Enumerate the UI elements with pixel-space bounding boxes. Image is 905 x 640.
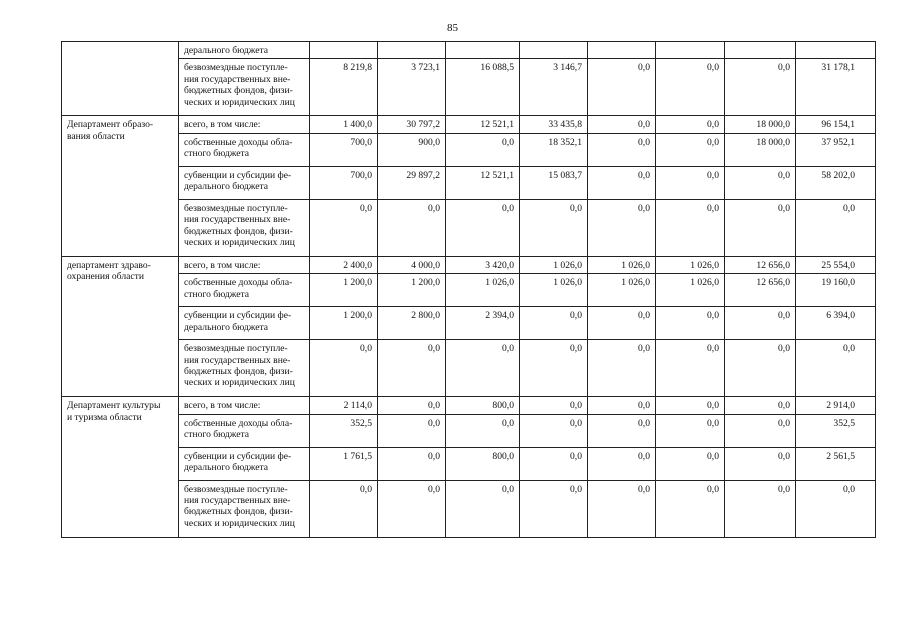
- value-cell: 2 914,0: [796, 397, 876, 414]
- value-cell: 0,0: [378, 340, 446, 397]
- value-cell: 0,0: [656, 166, 725, 199]
- value-cell: 0,0: [520, 340, 588, 397]
- item-cell: дерального бюджета: [179, 42, 310, 59]
- value-cell: 0,0: [796, 199, 876, 256]
- value-cell: 15 083,7: [520, 166, 588, 199]
- value-cell: 3 146,7: [520, 59, 588, 116]
- value-cell: 0,0: [310, 480, 378, 537]
- value-cell: [446, 42, 520, 59]
- value-cell: 0,0: [378, 414, 446, 447]
- value-cell: [310, 42, 378, 59]
- table-row: [62, 116, 876, 133]
- value-cell: 2 561,5: [796, 447, 876, 480]
- value-cell: 19 160,0: [796, 274, 876, 307]
- item-cell: субвенции и субсидии фе- дерального бюджета: [179, 307, 310, 340]
- value-cell: 0,0: [446, 133, 520, 166]
- value-cell: 0,0: [725, 397, 796, 414]
- value-cell: 0,0: [520, 397, 588, 414]
- value-cell: 0,0: [588, 199, 656, 256]
- value-cell: 1 200,0: [378, 274, 446, 307]
- value-cell: 0,0: [520, 414, 588, 447]
- item-cell: собственные доходы обла- стного бюджета: [179, 274, 310, 307]
- value-cell: 800,0: [446, 397, 520, 414]
- value-cell: 0,0: [796, 480, 876, 537]
- table-row: [62, 199, 876, 256]
- value-cell: 0,0: [378, 199, 446, 256]
- value-cell: 0,0: [656, 397, 725, 414]
- value-cell: 0,0: [725, 59, 796, 116]
- value-cell: 0,0: [656, 447, 725, 480]
- value-cell: 0,0: [656, 199, 725, 256]
- value-cell: 12 521,1: [446, 166, 520, 199]
- value-cell: 0,0: [446, 480, 520, 537]
- value-cell: [725, 42, 796, 59]
- value-cell: 2 800,0: [378, 307, 446, 340]
- value-cell: 4 000,0: [378, 256, 446, 273]
- table-row: [62, 256, 876, 273]
- value-cell: [588, 42, 656, 59]
- value-cell: 12 656,0: [725, 274, 796, 307]
- item-cell: безвозмездные поступле- ния государственных вне- бюджетных фондов, физи- ческих и юридических лиц: [179, 59, 310, 116]
- value-cell: 0,0: [656, 340, 725, 397]
- value-cell: 30 797,2: [378, 116, 446, 133]
- value-cell: 18 000,0: [725, 133, 796, 166]
- value-cell: 1 200,0: [310, 307, 378, 340]
- item-cell: субвенции и субсидии фе- дерального бюджета: [179, 447, 310, 480]
- value-cell: 0,0: [725, 447, 796, 480]
- value-cell: 8 219,8: [310, 59, 378, 116]
- value-cell: 1 200,0: [310, 274, 378, 307]
- value-cell: 12 521,1: [446, 116, 520, 133]
- value-cell: 0,0: [446, 414, 520, 447]
- value-cell: 0,0: [378, 397, 446, 414]
- value-cell: 0,0: [725, 307, 796, 340]
- value-cell: 0,0: [310, 199, 378, 256]
- value-cell: 0,0: [796, 340, 876, 397]
- value-cell: 352,5: [796, 414, 876, 447]
- value-cell: 0,0: [725, 199, 796, 256]
- item-cell: всего, в том числе:: [179, 397, 310, 414]
- value-cell: 1 400,0: [310, 116, 378, 133]
- table-row: [62, 274, 876, 307]
- value-cell: 1 026,0: [588, 256, 656, 273]
- value-cell: 0,0: [378, 447, 446, 480]
- table-row: [62, 480, 876, 537]
- table-row: [62, 414, 876, 447]
- value-cell: 3 420,0: [446, 256, 520, 273]
- table-row: [62, 307, 876, 340]
- value-cell: 700,0: [310, 166, 378, 199]
- value-cell: 1 026,0: [656, 256, 725, 273]
- department-cell: Департамент образо- вания области: [62, 116, 179, 256]
- value-cell: 700,0: [310, 133, 378, 166]
- value-cell: 0,0: [520, 307, 588, 340]
- value-cell: 0,0: [656, 307, 725, 340]
- department-cell: департамент здраво- охранения области: [62, 256, 179, 396]
- value-cell: 0,0: [725, 340, 796, 397]
- value-cell: 0,0: [656, 133, 725, 166]
- value-cell: 1 026,0: [588, 274, 656, 307]
- item-cell: собственные доходы обла- стного бюджета: [179, 133, 310, 166]
- value-cell: 0,0: [588, 447, 656, 480]
- value-cell: 0,0: [446, 199, 520, 256]
- value-cell: 1 026,0: [446, 274, 520, 307]
- item-cell: безвозмездные поступле- ния государственных вне- бюджетных фондов, физи- ческих и юридических лиц: [179, 480, 310, 537]
- value-cell: 29 897,2: [378, 166, 446, 199]
- table-row: [62, 397, 876, 414]
- value-cell: 1 761,5: [310, 447, 378, 480]
- value-cell: 37 952,1: [796, 133, 876, 166]
- table-row: [62, 133, 876, 166]
- value-cell: 18 352,1: [520, 133, 588, 166]
- value-cell: 0,0: [656, 414, 725, 447]
- value-cell: 2 114,0: [310, 397, 378, 414]
- value-cell: 352,5: [310, 414, 378, 447]
- table-body: [62, 42, 876, 538]
- value-cell: 2 394,0: [446, 307, 520, 340]
- value-cell: 33 435,8: [520, 116, 588, 133]
- value-cell: 0,0: [520, 480, 588, 537]
- budget-table: [61, 41, 876, 538]
- value-cell: [796, 42, 876, 59]
- value-cell: 0,0: [588, 166, 656, 199]
- value-cell: 25 554,0: [796, 256, 876, 273]
- table-row: [62, 42, 876, 59]
- value-cell: 3 723,1: [378, 59, 446, 116]
- value-cell: 0,0: [446, 340, 520, 397]
- value-cell: 16 088,5: [446, 59, 520, 116]
- department-cell: [62, 42, 179, 116]
- value-cell: 12 656,0: [725, 256, 796, 273]
- value-cell: [378, 42, 446, 59]
- value-cell: 0,0: [588, 307, 656, 340]
- value-cell: 0,0: [725, 166, 796, 199]
- value-cell: 800,0: [446, 447, 520, 480]
- item-cell: безвозмездные поступле- ния государственных вне- бюджетных фондов, физи- ческих и юридических лиц: [179, 340, 310, 397]
- value-cell: [656, 42, 725, 59]
- value-cell: 0,0: [588, 116, 656, 133]
- value-cell: 96 154,1: [796, 116, 876, 133]
- item-cell: всего, в том числе:: [179, 116, 310, 133]
- value-cell: 0,0: [725, 480, 796, 537]
- value-cell: 31 178,1: [796, 59, 876, 116]
- item-cell: безвозмездные поступле- ния государственных вне- бюджетных фондов, физи- ческих и юридических лиц: [179, 199, 310, 256]
- table-row: [62, 447, 876, 480]
- value-cell: 0,0: [310, 340, 378, 397]
- value-cell: 0,0: [588, 397, 656, 414]
- value-cell: 0,0: [520, 447, 588, 480]
- item-cell: собственные доходы обла- стного бюджета: [179, 414, 310, 447]
- value-cell: 0,0: [588, 480, 656, 537]
- value-cell: 900,0: [378, 133, 446, 166]
- value-cell: 58 202,0: [796, 166, 876, 199]
- item-cell: всего, в том числе:: [179, 256, 310, 273]
- value-cell: 0,0: [378, 480, 446, 537]
- value-cell: 0,0: [588, 414, 656, 447]
- value-cell: 2 400,0: [310, 256, 378, 273]
- value-cell: 0,0: [656, 480, 725, 537]
- value-cell: 6 394,0: [796, 307, 876, 340]
- value-cell: 1 026,0: [520, 256, 588, 273]
- value-cell: 1 026,0: [656, 274, 725, 307]
- department-cell: Департамент культуры и туризма области: [62, 397, 179, 537]
- value-cell: 0,0: [588, 59, 656, 116]
- table-row: [62, 166, 876, 199]
- value-cell: 1 026,0: [520, 274, 588, 307]
- value-cell: 0,0: [588, 133, 656, 166]
- table-row: [62, 59, 876, 116]
- value-cell: 0,0: [656, 59, 725, 116]
- value-cell: [520, 42, 588, 59]
- value-cell: 0,0: [656, 116, 725, 133]
- value-cell: 18 000,0: [725, 116, 796, 133]
- table-row: [62, 340, 876, 397]
- value-cell: 0,0: [588, 340, 656, 397]
- item-cell: субвенции и субсидии фе- дерального бюджета: [179, 166, 310, 199]
- value-cell: 0,0: [520, 199, 588, 256]
- page-number: 85: [447, 22, 458, 34]
- value-cell: 0,0: [725, 414, 796, 447]
